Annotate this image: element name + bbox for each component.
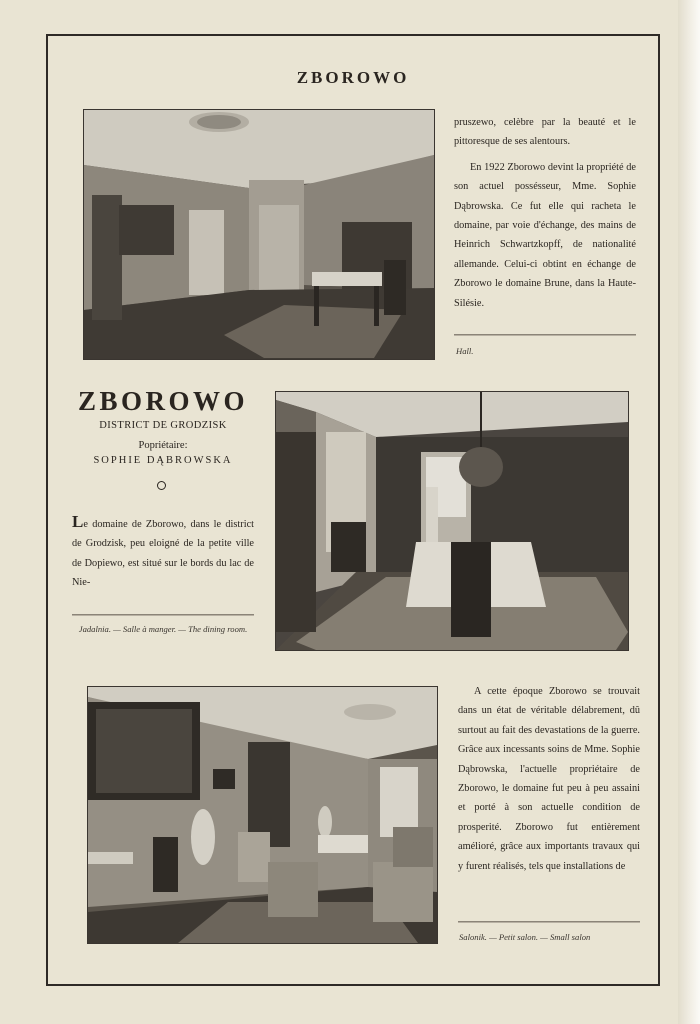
intro-text [454, 113, 636, 313]
salon-caption: Salonik. — Petit salon. — Small salon [459, 932, 591, 942]
dining-room-photo [276, 392, 628, 650]
salon-photo [88, 687, 437, 943]
page-title: ZBOROWO [296, 68, 410, 87]
body-paragraph: A cette époque Zborowo se trouvait dans un état de véritable délabrement, dû surtout au fait des devastations de la guerre. Grâce aux incessants soins de Mme. Sophie Dąbrowska, l'actuelle propriétaire de Zborowo, le domaine fut peu à peu assaini et porté à son actuelle condition de prosperité. Zborowo fut entièrement amélioré, grâce aux importants travaux qui y furent réalisés, tels que installations de [458, 686, 640, 872]
dining-caption: Jadalnia. — Salle à manger. — The dining room. [78, 624, 248, 634]
lead-paragraph: e domaine de Zborowo, dans le district de Grodzisk, peu eloigné de la petite ville de Dopiewo, est situé sur le bords du lac de Nie- [72, 519, 254, 589]
district-label: DISTRICT DE GRODZISK [99, 420, 227, 431]
lead-text [72, 512, 254, 593]
hall-photo [84, 110, 434, 359]
main-title: ZBOROWO [77, 386, 249, 416]
divider [458, 921, 640, 923]
body-text [458, 682, 640, 876]
owner-name: SOPHIE DĄBROWSKA [93, 455, 233, 466]
divider [72, 614, 254, 616]
hall-caption: Hall. [456, 346, 474, 356]
ornament-circle [157, 481, 166, 490]
drop-cap: L [72, 512, 84, 531]
intro-paragraph-2: En 1922 Zborowo devint la propriété de son actuel possésseur, Mme. Sophie Dąbrowska. Ce fut elle qui racheta le domaine, par voie d'échange, des mains de Heinrich Schwartzkopff, de nationalité allemande. Celui-ci obtint en échange de Zborowo le domaine Brune, dans la Haute-Silésie. [454, 161, 636, 309]
divider [454, 334, 636, 336]
intro-paragraph-1: pruszewo, celèbre par la beauté et le pittoresque de ses alentours. [454, 117, 636, 148]
owner-label: Popriétaire: [138, 440, 188, 451]
paper-edge [678, 0, 700, 1024]
